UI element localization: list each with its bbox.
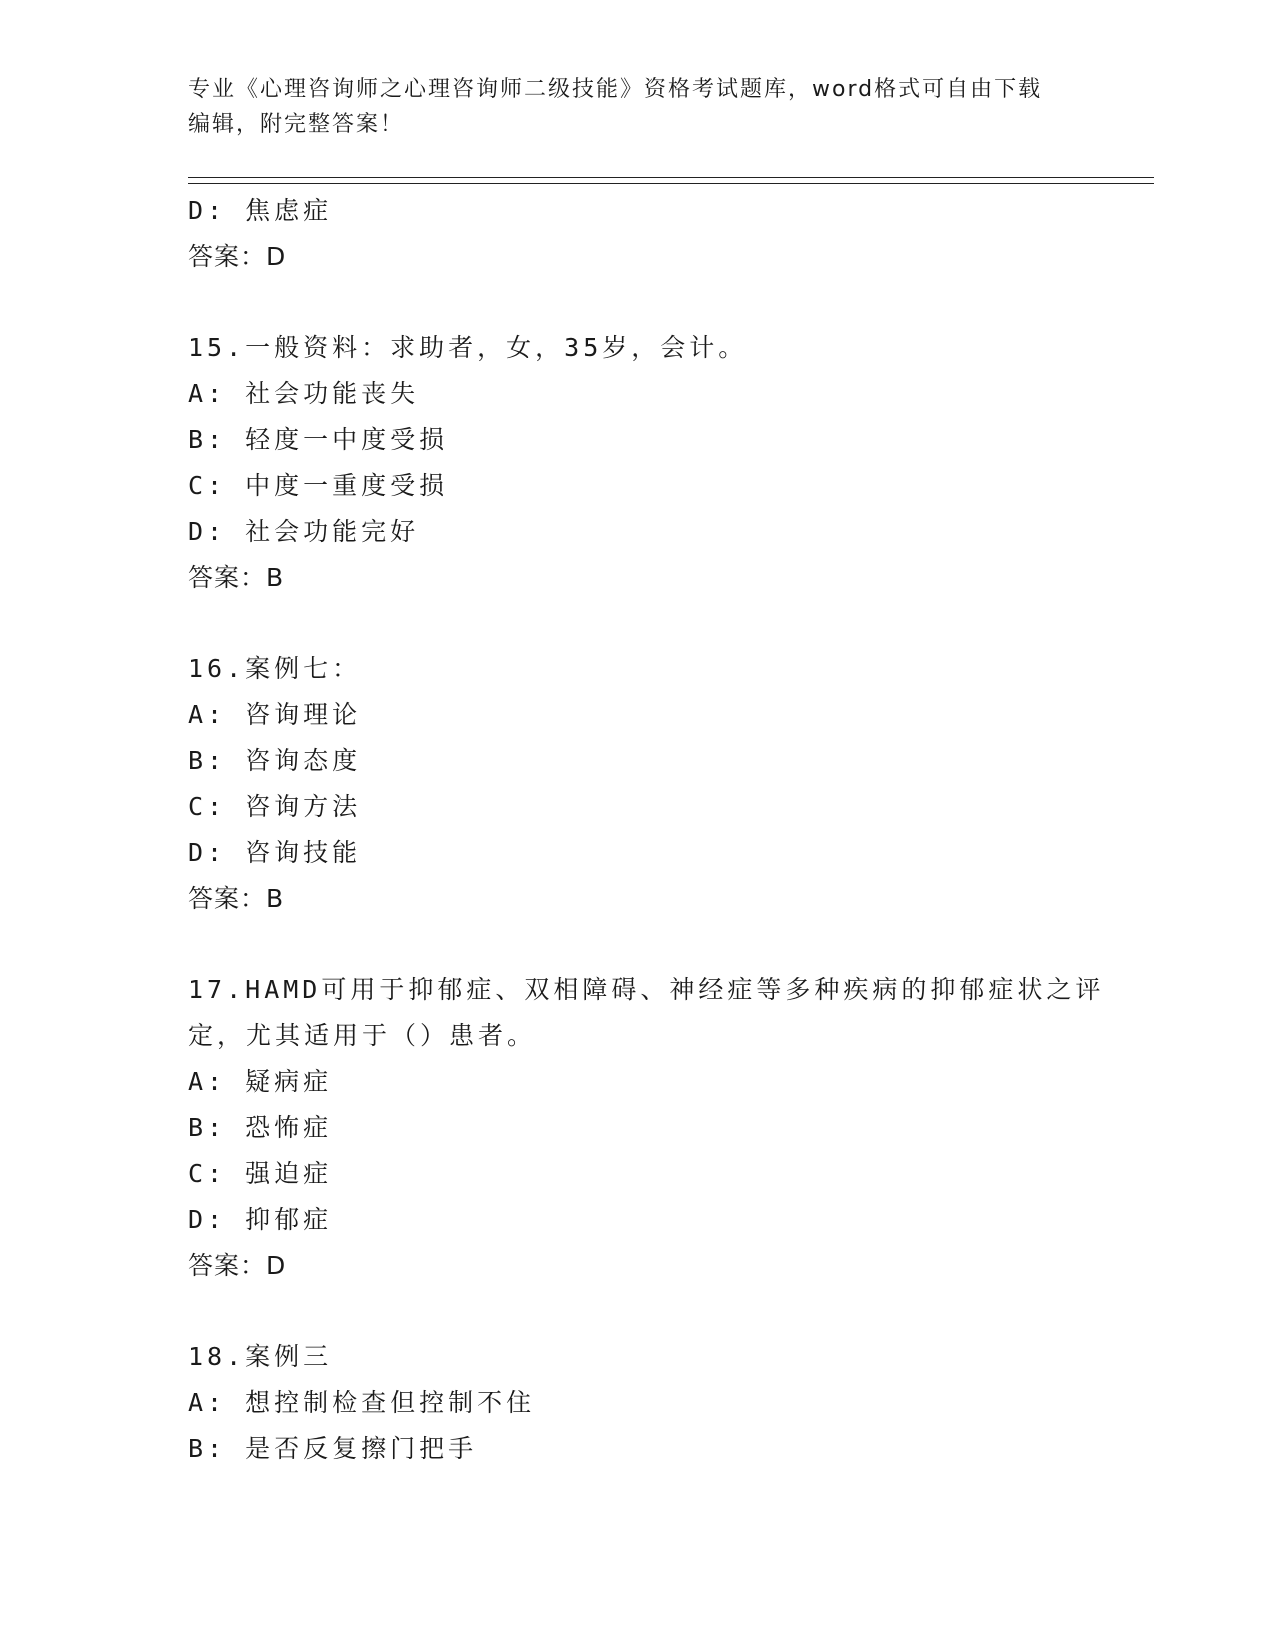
option-a: A: 咨询理论: [188, 700, 362, 729]
question-list: [188, 188, 1148, 1472]
option-b: B: 轻度一中度受损: [188, 425, 449, 454]
option-d: D: 社会功能完好: [188, 517, 420, 546]
option-a: A: 想控制检查但控制不住: [188, 1388, 536, 1417]
question-stem: 18.案例三: [188, 1342, 333, 1371]
option-b: B: 是否反复擦门把手: [188, 1434, 478, 1463]
question-block-14: [188, 188, 1148, 280]
header-divider-bottom: [188, 183, 1154, 184]
question-stem-line-2: 定，尤其适用于（）患者。: [188, 1021, 537, 1050]
question-block-18: [188, 1334, 1148, 1472]
document-header: [188, 72, 1088, 142]
option-d: D: 抑郁症: [188, 1205, 333, 1234]
question-stem: 15.一般资料：求助者，女，35岁，会计。: [188, 333, 748, 362]
header-divider-top: [188, 177, 1154, 178]
option-a: A: 疑病症: [188, 1067, 333, 1096]
option-b: B: 咨询态度: [188, 746, 362, 775]
option-d: D: 咨询技能: [188, 838, 362, 867]
answer-line: 答案：B: [188, 884, 285, 913]
option-a: A: 社会功能丧失: [188, 379, 420, 408]
option-c: C: 咨询方法: [188, 792, 362, 821]
question-block-16: [188, 646, 1148, 922]
question-stem-line-1: 17.HAMD可用于抑郁症、双相障碍、神经症等多种疾病的抑郁症状之评: [188, 975, 1105, 1004]
option-d: D: 焦虑症: [188, 196, 333, 225]
answer-line: 答案：D: [188, 242, 287, 271]
question-block-15: [188, 325, 1148, 601]
option-b: B: 恐怖症: [188, 1113, 333, 1142]
question-stem: 16.案例七：: [188, 654, 362, 683]
answer-line: 答案：B: [188, 563, 285, 592]
question-block-17: [188, 967, 1148, 1289]
header-line-2: 编辑，附完整答案！: [188, 112, 405, 137]
answer-line: 答案：D: [188, 1251, 287, 1280]
option-c: C: 中度一重度受损: [188, 471, 449, 500]
option-c: C: 强迫症: [188, 1159, 333, 1188]
header-line-1: 专业《心理咨询师之心理咨询师二级技能》资格考试题库，word格式可自由下载: [188, 77, 1043, 102]
